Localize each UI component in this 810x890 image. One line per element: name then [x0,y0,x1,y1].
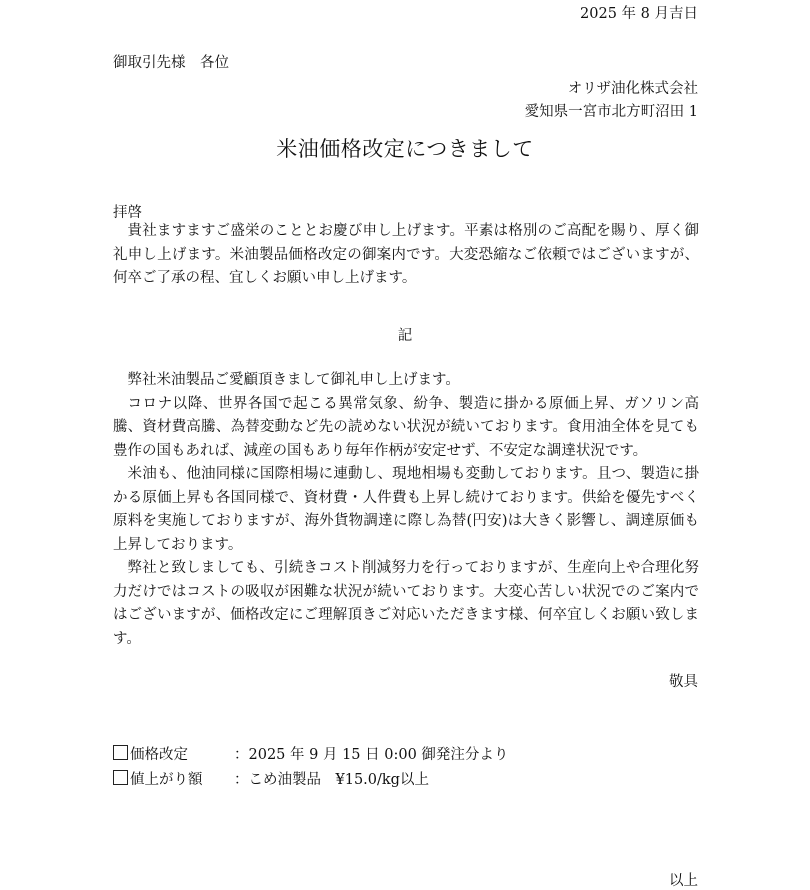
item-value: ：2025 年 9 月 15 日 0:00 御発注分より [234,747,509,763]
item-label: 値上がり額 [130,772,203,788]
intro-paragraph [113,220,699,291]
body-paragraph: 弊社米油製品ご愛顧頂きまして御礼申し上げます。 [127,372,460,388]
intro-text: 貴社ますますご盛栄のこととお慶び申し上げます。平素は格別のご高配を賜り、厚く御礼申し上げます。米油製品価格改定の御案内です。大変恐縮なご依頼ではございますが、何卒ご了承の程、宜しくお願い申し上げます。 [113,223,699,286]
body-text [113,369,699,651]
salutation: 拝啓 [113,205,142,221]
closing-keigu: 敬具 [669,674,698,690]
body-paragraph: 弊社と致しましても、引続きコスト削減努力を行っておりますが、生産向上や合理化努力だけではコストの吸収が困難な状況が続いております。大変心苦しい状況でのご案内ではございますが、価格改定にご理解頂きご対応いただきます様、何卒宜しくお願い致します。 [113,560,699,647]
item-price-revision [113,743,508,764]
letter-date: 2025 年 8 月吉日 [580,6,698,22]
body-paragraph: コロナ以降、世界各国で起こる異常気象、紛争、製造に掛かる原価上昇、ガソリン高騰、資材費高騰、為替変動など先の読めない状況が続いております。食用油全体を見ても豊作の国もあれば、減産の国もあり毎年作柄が安定せず、不安定な調達状況です。 [113,395,699,459]
checkbox-icon [113,770,128,785]
ki-heading: 記 [397,328,413,344]
letter-title: 米油価格改定につきまして [276,137,534,161]
item-price-increase [113,768,429,789]
checkbox-icon [113,745,128,760]
body-paragraph: 米油も、他油同様に国際相場に連動し、現地相場も変動しております。且つ、製造に掛かる原価上昇も各国同様で、資材費・人件費も上昇し続けております。供給を優先すべく原料を実施しておりますが、海外貨物調達に際し為替(円安)は大きく影響し、調達原価も上昇しております。 [113,466,699,553]
sender-company: オリザ油化株式会社 [567,81,698,97]
item-value: ：こめ油製品 ¥15.0/kg以上 [234,772,429,788]
recipient: 御取引先様 各位 [113,55,229,71]
sender-address: 愛知県一宮市北方町沼田 1 [524,104,698,120]
item-label: 価格改定 [130,747,188,763]
end-marker: 以上 [669,873,698,889]
